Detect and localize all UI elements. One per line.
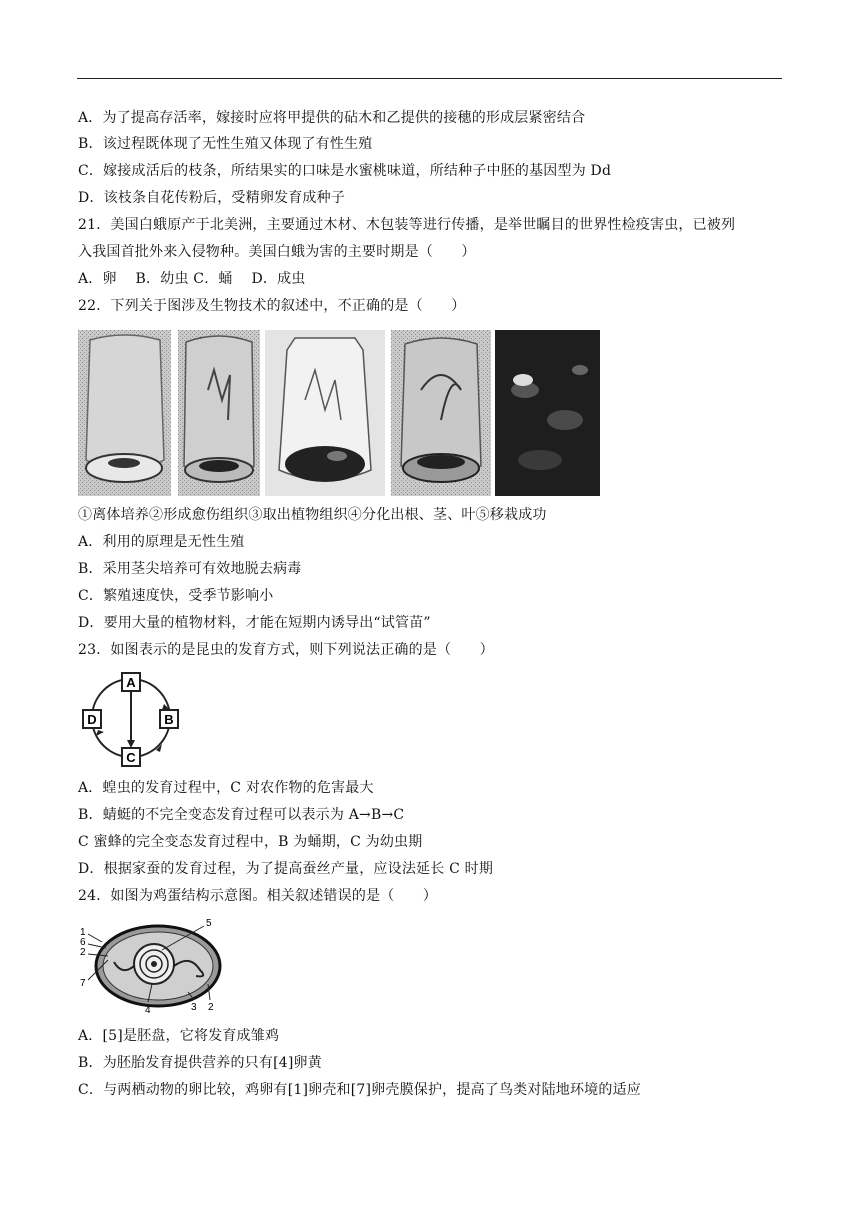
q23-option-c: C 蜜蜂的完全变态发育过程中，B 为蛹期，C 为幼虫期 bbox=[78, 834, 423, 850]
q22-stem: 22．下列关于图涉及生物技术的叙述中，不正确的是（ ） bbox=[78, 298, 466, 314]
svg-text:A: A bbox=[126, 675, 136, 690]
stage-b-box bbox=[160, 710, 178, 728]
stage-a-box bbox=[122, 673, 140, 691]
egg-label-5: 5 bbox=[206, 918, 212, 929]
q23-option-d: D．根据家蚕的发育过程，为了提高蚕丝产量，应设法延长 C 时期 bbox=[78, 861, 494, 877]
q21-options: A．卵 B．幼虫 C．蛹 D．成虫 bbox=[78, 271, 306, 287]
egg-label-1: 1 bbox=[80, 927, 86, 938]
photo-transplant bbox=[495, 330, 600, 496]
q20-option-d: D．该枝条自花传粉后，受精卵发育成种子 bbox=[78, 190, 346, 206]
photo-plant-tissue bbox=[265, 330, 385, 496]
q23-stem: 23．如图表示的是昆虫的发育方式，则下列说法正确的是（ ） bbox=[78, 642, 494, 658]
svg-text:B: B bbox=[164, 712, 174, 727]
q20-option-b: B．该过程既体现了无性生殖又体现了有性生殖 bbox=[78, 136, 373, 152]
header-rule bbox=[77, 78, 782, 79]
q20-option-a: A．为了提高存活率，嫁接时应将甲提供的砧木和乙提供的接穗的形成层紧密结合 bbox=[78, 110, 586, 126]
q22-option-c: C．繁殖速度快，受季节影响小 bbox=[78, 588, 274, 604]
egg-label-3: 3 bbox=[191, 1002, 197, 1013]
q24-stem: 24．如图为鸡蛋结构示意图。相关叙述错误的是（ ） bbox=[78, 888, 438, 904]
q22-option-d: D．要用大量的植物材料，才能在短期内诱导出“试管苗” bbox=[78, 615, 431, 631]
q24-option-c: C．与两栖动物的卵比较，鸡卵有[1]卵壳和[7]卵壳膜保护，提高了鸟类对陆地环境的适应 bbox=[78, 1082, 641, 1098]
egg-label-6: 6 bbox=[80, 937, 86, 948]
stage-c-box bbox=[122, 748, 140, 766]
egg-label-2-right: 2 bbox=[208, 1002, 214, 1013]
photo-isolated-culture bbox=[78, 330, 171, 496]
insect-development-diagram bbox=[78, 668, 182, 770]
q23-option-a: A．蝗虫的发育过程中，C 对农作物的危害最大 bbox=[78, 780, 374, 796]
egg-label-2-left: 2 bbox=[80, 947, 86, 958]
q21-stem-line1: 21．美国白蛾原产于北美洲，主要通过木材、木包装等进行传播，是举世瞩目的世界性检疫害虫，已被列 bbox=[78, 217, 736, 233]
q22-caption: ①离体培养②形成愈伤组织③取出植物组织④分化出根、茎、叶⑤移栽成功 bbox=[78, 507, 547, 523]
egg-label-7: 7 bbox=[80, 978, 86, 989]
q21-stem-line2: 入我国首批外来入侵物种。美国白蛾为害的主要时期是（ ） bbox=[78, 244, 476, 260]
svg-text:C: C bbox=[126, 750, 136, 765]
q24-option-b: B．为胚胎发育提供营养的只有[4]卵黄 bbox=[78, 1055, 322, 1071]
svg-text:D: D bbox=[87, 712, 97, 727]
q22-option-b: B．采用茎尖培养可有效地脱去病毒 bbox=[78, 561, 302, 577]
q24-option-a: A．[5]是胚盘，它将发育成雏鸡 bbox=[78, 1028, 280, 1044]
q22-option-a: A．利用的原理是无性生殖 bbox=[78, 534, 245, 550]
egg-structure-diagram bbox=[78, 914, 224, 1018]
q20-option-c: C．嫁接成活后的枝条，所结果实的口味是水蜜桃味道，所结种子中胚的基因型为 Dd bbox=[78, 163, 612, 179]
q23-option-b: B．蜻蜓的不完全变态发育过程可以表示为 A→B→C bbox=[78, 807, 405, 823]
photo-root-stem-leaf bbox=[391, 330, 491, 496]
stage-d-box bbox=[83, 710, 101, 728]
photo-callus bbox=[178, 330, 260, 496]
egg-label-4: 4 bbox=[145, 1005, 151, 1016]
